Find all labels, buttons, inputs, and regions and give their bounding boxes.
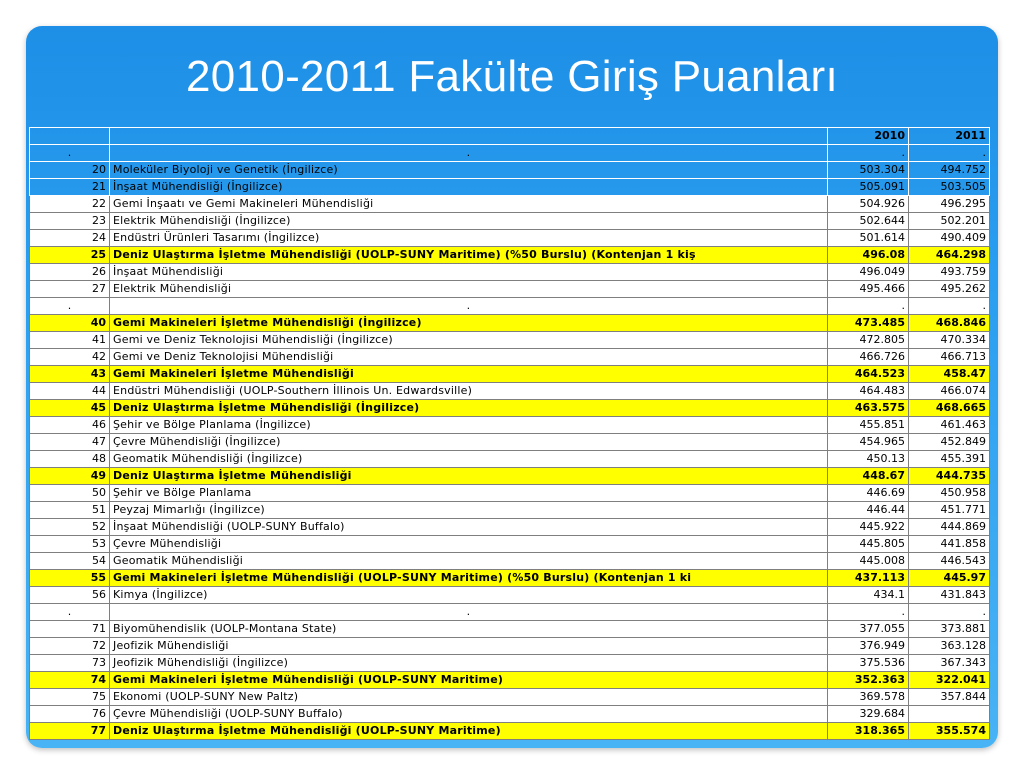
score-2011: 444.735 bbox=[909, 468, 990, 485]
program-name: Gemi İnşaatı ve Gemi Makineleri Mühendisliği bbox=[110, 196, 828, 213]
table-row bbox=[30, 417, 990, 434]
score-2011: 503.505 bbox=[909, 179, 990, 196]
score-2010: 446.44 bbox=[828, 502, 909, 519]
score-2010: 445.922 bbox=[828, 519, 909, 536]
score-2011: 441.858 bbox=[909, 536, 990, 553]
table-row bbox=[30, 179, 990, 196]
row-number: 77 bbox=[30, 723, 110, 740]
score-2011: 355.574 bbox=[909, 723, 990, 740]
table-row bbox=[30, 196, 990, 213]
table-row bbox=[30, 213, 990, 230]
score-2011: . bbox=[909, 604, 990, 621]
row-number: . bbox=[30, 145, 110, 162]
score-2010: 377.055 bbox=[828, 621, 909, 638]
row-number: 21 bbox=[30, 179, 110, 196]
score-2010: 503.304 bbox=[828, 162, 909, 179]
score-2010: 495.466 bbox=[828, 281, 909, 298]
table-row bbox=[30, 400, 990, 417]
row-number: 48 bbox=[30, 451, 110, 468]
score-2010: 502.644 bbox=[828, 213, 909, 230]
score-2010: 464.523 bbox=[828, 366, 909, 383]
program-name: Deniz Ulaştırma İşletme Mühendisliği bbox=[110, 468, 828, 485]
scores-table bbox=[29, 127, 990, 740]
score-2011: 444.869 bbox=[909, 519, 990, 536]
table-row bbox=[30, 162, 990, 179]
row-number: 72 bbox=[30, 638, 110, 655]
score-2011: 451.771 bbox=[909, 502, 990, 519]
table-row bbox=[30, 502, 990, 519]
score-2010: 329.684 bbox=[828, 706, 909, 723]
table-row bbox=[30, 230, 990, 247]
table-row bbox=[30, 621, 990, 638]
row-number: 44 bbox=[30, 383, 110, 400]
program-name: Ekonomi (UOLP-SUNY New Paltz) bbox=[110, 689, 828, 706]
score-2011: 466.074 bbox=[909, 383, 990, 400]
table-row bbox=[30, 706, 990, 723]
score-2011: 502.201 bbox=[909, 213, 990, 230]
score-2011: 496.295 bbox=[909, 196, 990, 213]
row-number: 26 bbox=[30, 264, 110, 281]
score-2010: 472.805 bbox=[828, 332, 909, 349]
program-name: Gemi Makineleri İşletme Mühendisliği (UOLP-SUNY Maritime) bbox=[110, 672, 828, 689]
program-name: Jeofizik Mühendisliği bbox=[110, 638, 828, 655]
program-name: Çevre Mühendisliği (UOLP-SUNY Buffalo) bbox=[110, 706, 828, 723]
table-row bbox=[30, 332, 990, 349]
program-name: Deniz Ulaştırma İşletme Mühendisliği (İngilizce) bbox=[110, 400, 828, 417]
program-name: Gemi ve Deniz Teknolojisi Mühendisliği bbox=[110, 349, 828, 366]
row-number: 42 bbox=[30, 349, 110, 366]
program-name: Gemi Makineleri İşletme Mühendisliği (İngilizce) bbox=[110, 315, 828, 332]
score-2010: 446.69 bbox=[828, 485, 909, 502]
row-number: 55 bbox=[30, 570, 110, 587]
program-name: Biyomühendislik (UOLP-Montana State) bbox=[110, 621, 828, 638]
score-2011: 458.47 bbox=[909, 366, 990, 383]
score-2011: 466.713 bbox=[909, 349, 990, 366]
program-name: Geomatik Mühendisliği (İngilizce) bbox=[110, 451, 828, 468]
program-name: Endüstri Mühendisliği (UOLP-Southern İllinois Un. Edwardsville) bbox=[110, 383, 828, 400]
score-2011: 470.334 bbox=[909, 332, 990, 349]
program-name: Deniz Ulaştırma İşletme Mühendisliği (UOLP-SUNY Maritime) bbox=[110, 723, 828, 740]
program-name: Şehir ve Bölge Planlama (İngilizce) bbox=[110, 417, 828, 434]
table-row bbox=[30, 536, 990, 553]
program-name: Gemi Makineleri İşletme Mühendisliği (UOLP-SUNY Maritime) (%50 Burslu) (Kontenjan 1 ki bbox=[110, 570, 828, 587]
score-2010: 450.13 bbox=[828, 451, 909, 468]
score-2010: 496.08 bbox=[828, 247, 909, 264]
program-name: . bbox=[110, 604, 828, 621]
row-number: 75 bbox=[30, 689, 110, 706]
score-2011: 468.665 bbox=[909, 400, 990, 417]
score-2010: 464.483 bbox=[828, 383, 909, 400]
score-2011 bbox=[909, 706, 990, 723]
table-row bbox=[30, 247, 990, 264]
slide-title: 2010-2011 Fakülte Giriş Puanları bbox=[185, 52, 839, 101]
score-2011: 464.298 bbox=[909, 247, 990, 264]
score-2011: 431.843 bbox=[909, 587, 990, 604]
scores-table-container bbox=[29, 127, 989, 740]
score-2010: 504.926 bbox=[828, 196, 909, 213]
table-row bbox=[30, 298, 990, 315]
program-name: . bbox=[110, 145, 828, 162]
row-number: 20 bbox=[30, 162, 110, 179]
score-2011: 468.846 bbox=[909, 315, 990, 332]
score-2010: 369.578 bbox=[828, 689, 909, 706]
score-2011: 445.97 bbox=[909, 570, 990, 587]
program-name: İnşaat Mühendisliği (İngilizce) bbox=[110, 179, 828, 196]
table-row bbox=[30, 383, 990, 400]
score-2011: 490.409 bbox=[909, 230, 990, 247]
program-name: Peyzaj Mimarlığı (İngilizce) bbox=[110, 502, 828, 519]
score-2010: . bbox=[828, 604, 909, 621]
row-number: 71 bbox=[30, 621, 110, 638]
score-2011: 357.844 bbox=[909, 689, 990, 706]
score-2011: . bbox=[909, 298, 990, 315]
score-2010: 437.113 bbox=[828, 570, 909, 587]
score-2011: 452.849 bbox=[909, 434, 990, 451]
score-2011: 373.881 bbox=[909, 621, 990, 638]
row-number: 49 bbox=[30, 468, 110, 485]
program-name: Deniz Ulaştırma İşletme Mühendisliği (UOLP-SUNY Maritime) (%50 Burslu) (Kontenjan 1 kiş bbox=[110, 247, 828, 264]
header-no bbox=[30, 128, 110, 145]
score-2010: 501.614 bbox=[828, 230, 909, 247]
score-2010: 375.536 bbox=[828, 655, 909, 672]
program-name: Jeofizik Mühendisliği (İngilizce) bbox=[110, 655, 828, 672]
table-row bbox=[30, 655, 990, 672]
row-number: 51 bbox=[30, 502, 110, 519]
row-number: 50 bbox=[30, 485, 110, 502]
score-2010: . bbox=[828, 145, 909, 162]
table-row bbox=[30, 366, 990, 383]
score-2010: 352.363 bbox=[828, 672, 909, 689]
score-2011: . bbox=[909, 145, 990, 162]
score-2010: 466.726 bbox=[828, 349, 909, 366]
table-row bbox=[30, 638, 990, 655]
table-row bbox=[30, 570, 990, 587]
row-number: . bbox=[30, 298, 110, 315]
score-2011: 494.752 bbox=[909, 162, 990, 179]
score-2010: 448.67 bbox=[828, 468, 909, 485]
slide bbox=[26, 26, 998, 748]
row-number: 22 bbox=[30, 196, 110, 213]
row-number: 27 bbox=[30, 281, 110, 298]
row-number: 24 bbox=[30, 230, 110, 247]
row-number: 54 bbox=[30, 553, 110, 570]
table-row bbox=[30, 723, 990, 740]
score-2010: 473.485 bbox=[828, 315, 909, 332]
score-2010: 445.805 bbox=[828, 536, 909, 553]
table-row bbox=[30, 281, 990, 298]
row-number: 47 bbox=[30, 434, 110, 451]
score-2011: 363.128 bbox=[909, 638, 990, 655]
program-name: Endüstri Ürünleri Tasarımı (İngilizce) bbox=[110, 230, 828, 247]
program-name: Kimya (İngilizce) bbox=[110, 587, 828, 604]
table-row bbox=[30, 553, 990, 570]
program-name: Gemi Makineleri İşletme Mühendisliği bbox=[110, 366, 828, 383]
row-number: 25 bbox=[30, 247, 110, 264]
table-row bbox=[30, 451, 990, 468]
program-name: Gemi ve Deniz Teknolojisi Mühendisliği (İngilizce) bbox=[110, 332, 828, 349]
program-name: İnşaat Mühendisliği bbox=[110, 264, 828, 281]
program-name: . bbox=[110, 298, 828, 315]
table-row bbox=[30, 485, 990, 502]
score-2011: 493.759 bbox=[909, 264, 990, 281]
table-row bbox=[30, 468, 990, 485]
table-row bbox=[30, 145, 990, 162]
program-name: Şehir ve Bölge Planlama bbox=[110, 485, 828, 502]
header-name bbox=[110, 128, 828, 145]
table-row bbox=[30, 519, 990, 536]
row-number: 41 bbox=[30, 332, 110, 349]
table-row bbox=[30, 604, 990, 621]
header-2010: 2010 bbox=[828, 128, 909, 145]
program-name: Elektrik Mühendisliği bbox=[110, 281, 828, 298]
program-name: Moleküler Biyoloji ve Genetik (İngilizce) bbox=[110, 162, 828, 179]
table-row bbox=[30, 689, 990, 706]
table-row bbox=[30, 434, 990, 451]
score-2011: 495.262 bbox=[909, 281, 990, 298]
row-number: 46 bbox=[30, 417, 110, 434]
row-number: 53 bbox=[30, 536, 110, 553]
score-2011: 322.041 bbox=[909, 672, 990, 689]
score-2010: 445.008 bbox=[828, 553, 909, 570]
table-row bbox=[30, 264, 990, 281]
scores-table-body bbox=[30, 128, 990, 740]
score-2010: 318.365 bbox=[828, 723, 909, 740]
row-number: 52 bbox=[30, 519, 110, 536]
score-2010: 434.1 bbox=[828, 587, 909, 604]
score-2011: 446.543 bbox=[909, 553, 990, 570]
table-row bbox=[30, 349, 990, 366]
row-number: 76 bbox=[30, 706, 110, 723]
score-2011: 455.391 bbox=[909, 451, 990, 468]
score-2010: . bbox=[828, 298, 909, 315]
score-2011: 461.463 bbox=[909, 417, 990, 434]
program-name: Elektrik Mühendisliği (İngilizce) bbox=[110, 213, 828, 230]
row-number: 74 bbox=[30, 672, 110, 689]
row-number: 40 bbox=[30, 315, 110, 332]
score-2010: 463.575 bbox=[828, 400, 909, 417]
program-name: Çevre Mühendisliği (İngilizce) bbox=[110, 434, 828, 451]
row-number: 45 bbox=[30, 400, 110, 417]
score-2010: 496.049 bbox=[828, 264, 909, 281]
score-2010: 376.949 bbox=[828, 638, 909, 655]
program-name: Geomatik Mühendisliği bbox=[110, 553, 828, 570]
score-2011: 450.958 bbox=[909, 485, 990, 502]
score-2010: 455.851 bbox=[828, 417, 909, 434]
row-number: 56 bbox=[30, 587, 110, 604]
program-name: İnşaat Mühendisliği (UOLP-SUNY Buffalo) bbox=[110, 519, 828, 536]
score-2010: 505.091 bbox=[828, 179, 909, 196]
table-row bbox=[30, 587, 990, 604]
header-2011: 2011 bbox=[909, 128, 990, 145]
row-number: . bbox=[30, 604, 110, 621]
table-row bbox=[30, 315, 990, 332]
score-2011: 367.343 bbox=[909, 655, 990, 672]
program-name: Çevre Mühendisliği bbox=[110, 536, 828, 553]
row-number: 23 bbox=[30, 213, 110, 230]
score-2010: 454.965 bbox=[828, 434, 909, 451]
row-number: 73 bbox=[30, 655, 110, 672]
row-number: 43 bbox=[30, 366, 110, 383]
table-header-row bbox=[30, 128, 990, 145]
table-row bbox=[30, 672, 990, 689]
